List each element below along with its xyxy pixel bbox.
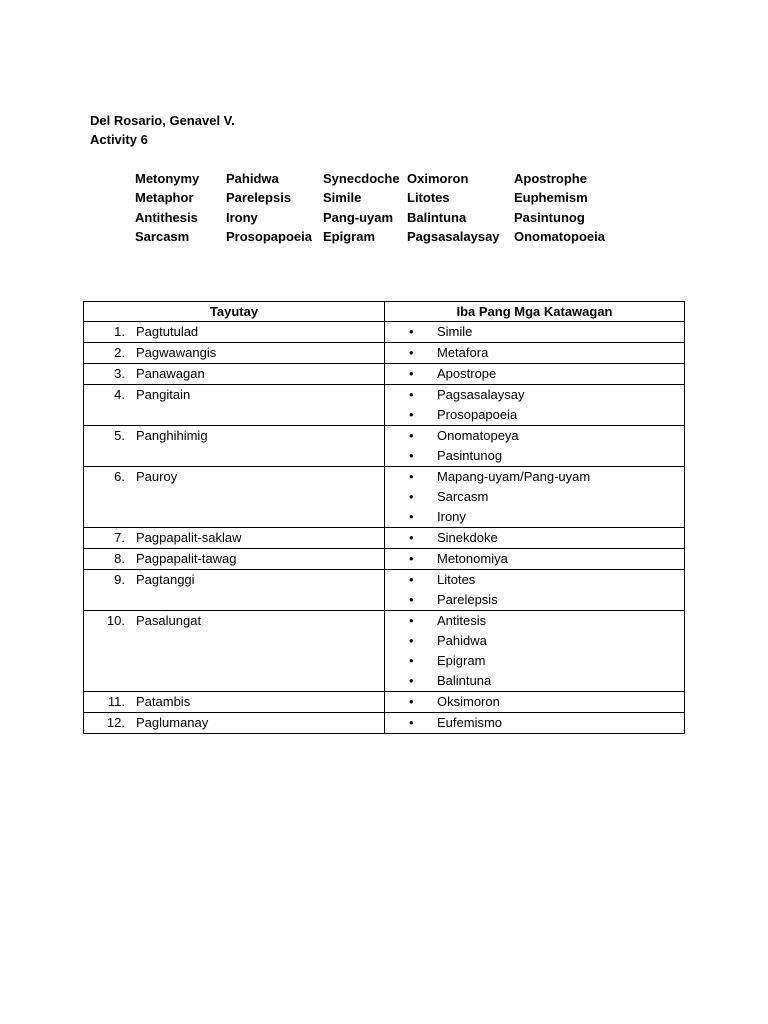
activity-title: Activity 6 [90,132,148,147]
tayutay-entry [84,611,384,631]
tayutay-cell [84,611,385,692]
katawagan-cell [385,611,685,692]
tayutay-entry [84,692,384,712]
tayutay-cell [84,467,385,528]
term-item: Pagsasalaysay [407,228,500,244]
term-item: Euphemism [514,190,588,206]
tayutay-cell [84,549,385,570]
tayutay-term: Pagtutulad [136,324,199,339]
katawagan-cell [385,343,685,364]
table-header-row [84,302,685,322]
alternate-term: Metafora [437,345,489,360]
list-item [385,651,684,671]
bullet-icon: • [409,407,414,422]
term-item: Apostrophe [514,171,587,186]
row-number: 12. [106,715,125,730]
row-number: 9. [114,572,125,587]
alternate-term: Antitesis [437,613,487,628]
row-number: 4. [114,387,125,402]
bullet-icon: • [409,509,414,524]
tayutay-cell [84,385,385,426]
tayutay-entry [84,385,384,405]
tayutay-cell [84,713,385,734]
bullet-icon: • [409,428,414,443]
term-column [407,169,500,246]
katawagan-cell [385,467,685,528]
katawagan-cell [385,385,685,426]
tayutay-entry [84,426,384,446]
term-item: Epigram [323,228,376,244]
row-number: 2. [114,345,125,360]
alternate-term: Sinekdoke [437,530,498,545]
tayutay-term: Pagwawangis [136,345,217,360]
list-item [385,713,684,733]
term-item: Pasintunog [514,209,585,225]
table-row [84,343,685,364]
tayutay-term: Panghihimig [136,428,208,443]
katawagan-cell [385,322,685,343]
list-item [385,446,684,466]
tayutay-cell [84,528,385,549]
tayutay-table [83,301,685,734]
term-item: Onomatopoeia [514,228,606,244]
alternate-term: Parelepsis [437,592,498,607]
student-name: Del Rosario, Genavel V. [90,113,235,128]
bullet-icon: • [409,324,414,339]
term-item: Irony [226,209,258,225]
table-row [84,528,685,549]
term-item: Antithesis [135,209,198,225]
term-item: Balintuna [407,209,467,225]
tayutay-cell [84,426,385,467]
table-body [84,322,685,734]
tayutay-term: Pauroy [136,469,178,484]
tayutay-term: Pasalungat [136,613,202,628]
tayutay-entry [84,343,384,363]
column-header-katawagan: Iba Pang Mga Katawagan [385,302,685,322]
row-number: 11. [107,694,125,709]
tayutay-term: Paglumanay [136,715,209,730]
bullet-icon: • [409,489,414,504]
tayutay-entry [84,364,384,384]
bullet-icon: • [409,551,414,566]
alternate-term: Oksimoron [437,694,500,709]
tayutay-cell [84,692,385,713]
alternate-term: Simile [437,324,473,339]
list-item [385,364,684,384]
bullet-icon: • [409,530,414,545]
katawagan-cell [385,570,685,611]
bullet-icon: • [409,469,414,484]
tayutay-entry [84,528,384,548]
bullet-icon: • [409,673,414,688]
term-column [514,169,605,246]
alternate-term: Apostrope [437,366,497,381]
tayutay-entry [84,322,384,342]
term-item: Pahidwa [226,171,279,186]
list-item [385,385,684,405]
tayutay-cell [84,364,385,385]
alternate-term: Pagsasalaysay [437,387,525,402]
tayutay-term: Patambis [136,694,191,709]
term-column [323,169,400,246]
list-item [385,528,684,548]
row-number: 10. [106,613,125,628]
table-row [84,364,685,385]
list-item [385,405,684,425]
term-item: Sarcasm [135,228,190,244]
tayutay-term: Pangitain [136,387,191,402]
tayutay-entry [84,549,384,569]
bullet-icon: • [409,592,414,607]
bullet-icon: • [409,366,414,381]
katawagan-cell [385,549,685,570]
term-item: Parelepsis [226,190,292,206]
bullet-icon: • [409,613,414,628]
tayutay-entry [84,713,384,733]
list-item [385,611,684,631]
alternate-term: Onomatopeya [437,428,519,443]
table-row [84,385,685,426]
list-item [385,343,684,363]
term-item: Metaphor [135,190,194,206]
alternate-term: Litotes [437,572,476,587]
row-number: 8. [114,551,125,566]
alternate-term: Epigram [437,653,486,668]
table-row [84,692,685,713]
bullet-icon: • [409,572,414,587]
alternate-term: Pasintunog [437,448,503,463]
term-item: Simile [323,190,362,206]
list-item [385,467,684,487]
tayutay-term: Panawagan [136,366,205,381]
term-column [135,169,199,246]
table-row [84,322,685,343]
list-item [385,692,684,712]
list-item [385,570,684,590]
list-item [385,322,684,342]
row-number: 3. [114,366,125,381]
tayutay-cell [84,322,385,343]
list-item [385,507,684,527]
term-item: Metonymy [135,171,200,186]
list-item [385,549,684,569]
alternate-term: Eufemismo [437,715,503,730]
term-item: Oximoron [407,171,469,186]
katawagan-cell [385,713,685,734]
row-number: 6. [114,469,125,484]
tayutay-term: Pagtanggi [136,572,195,587]
bullet-icon: • [409,387,414,402]
katawagan-cell [385,692,685,713]
alternate-term: Mapang-uyam/Pang-uyam [437,469,591,484]
table-row [84,549,685,570]
table-row [84,713,685,734]
tayutay-cell [84,570,385,611]
alternate-term: Irony [437,509,466,524]
list-item [385,671,684,691]
tayutay-entry [84,570,384,590]
list-item [385,426,684,446]
row-number: 7. [114,530,125,545]
alternate-term: Pahidwa [437,633,487,648]
alternate-term: Metonomiya [437,551,508,566]
table-row [84,467,685,528]
term-column [226,169,312,246]
column-header-tayutay: Tayutay [84,302,385,322]
table-row [84,611,685,692]
alternate-term: Balintuna [437,673,492,688]
alternate-term: Prosopapoeia [437,407,518,422]
term-item: Pang-uyam [323,209,394,225]
bullet-icon: • [409,653,414,668]
katawagan-cell [385,364,685,385]
bullet-icon: • [409,633,414,648]
bullet-icon: • [409,448,414,463]
row-number: 5. [114,428,125,443]
tayutay-cell [84,343,385,364]
tayutay-entry [84,467,384,487]
alternate-term: Sarcasm [437,489,489,504]
list-item [385,631,684,651]
bullet-icon: • [409,345,414,360]
katawagan-cell [385,528,685,549]
table-row [84,570,685,611]
list-item [385,487,684,507]
bullet-icon: • [409,715,414,730]
tayutay-term: Pagpapalit-saklaw [136,530,242,545]
bullet-icon: • [409,694,414,709]
table-row [84,426,685,467]
row-number: 1. [114,324,125,339]
list-item [385,590,684,610]
katawagan-cell [385,426,685,467]
term-item: Synecdoche [323,171,400,186]
tayutay-term: Pagpapalit-tawag [136,551,237,566]
term-item: Prosopapoeia [226,228,312,244]
term-item: Litotes [407,190,450,206]
